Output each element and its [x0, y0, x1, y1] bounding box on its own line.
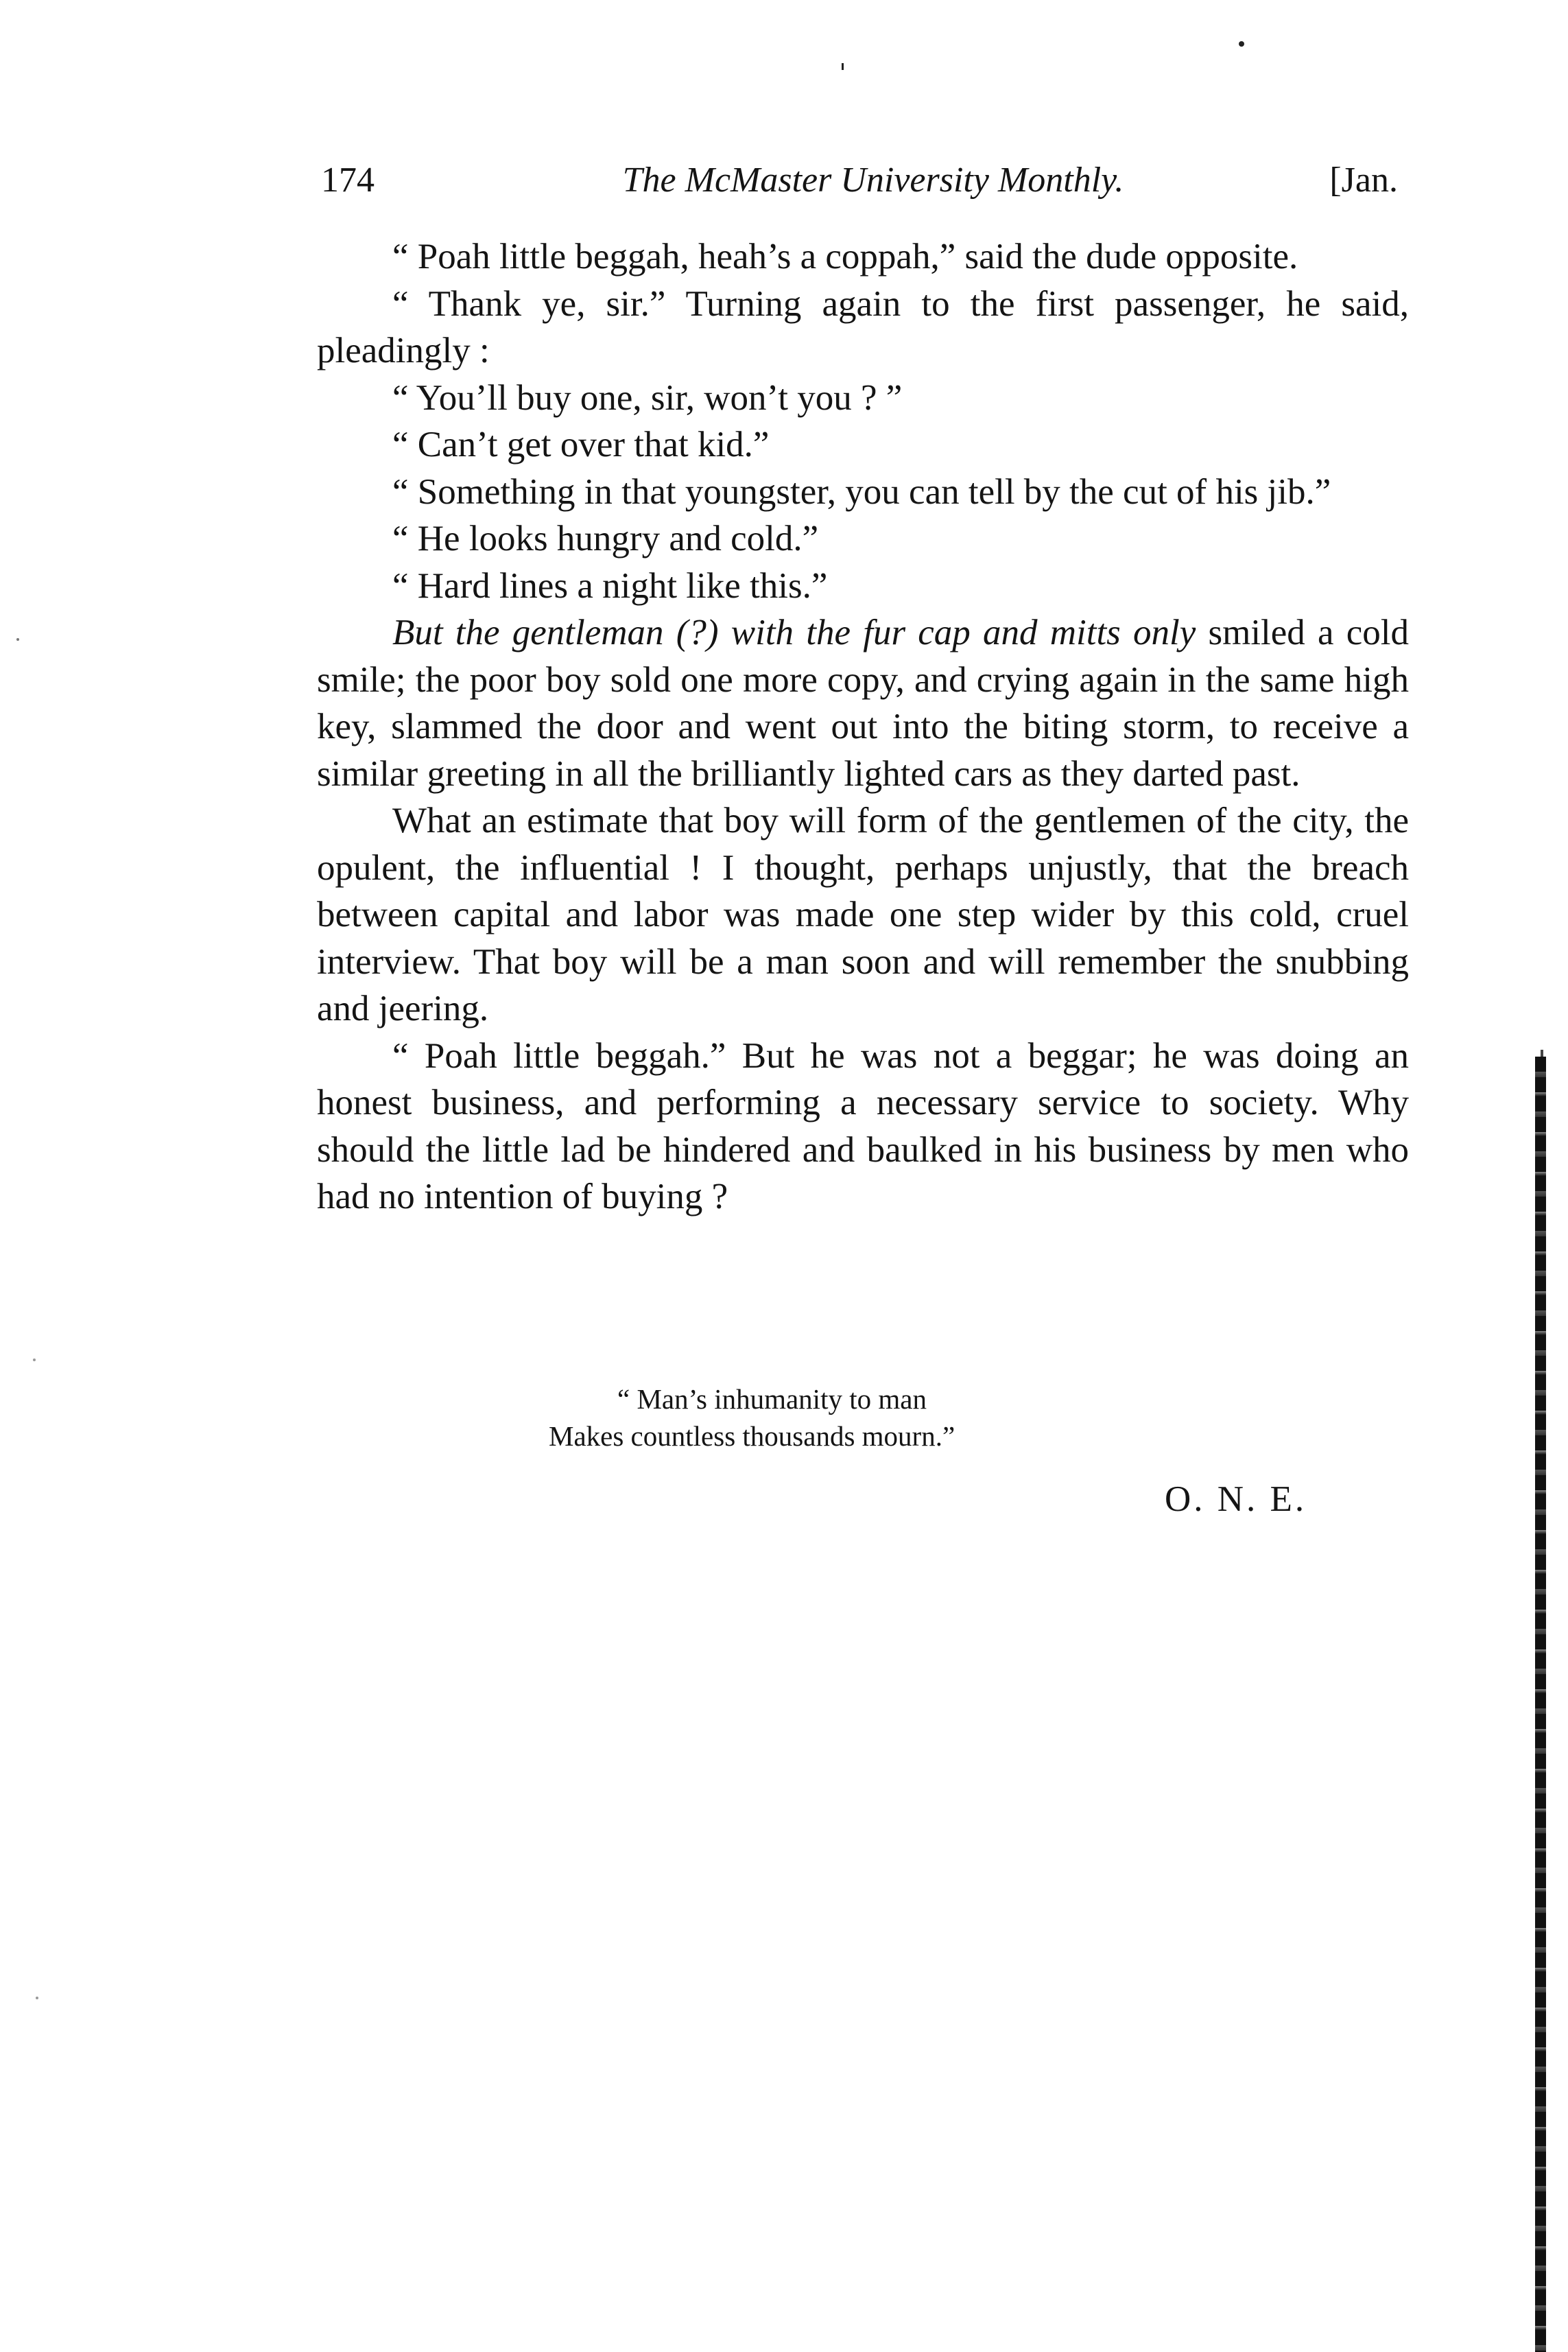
italic-lead-text: But the gentleman (?) with the fur cap and mitts only [392, 613, 1196, 652]
running-header [321, 156, 1398, 204]
binding-shadow [1535, 1057, 1546, 2352]
paragraph: “ Something in that youngster, you can tell by the cut of his jib.” [392, 471, 1331, 512]
article-body [317, 233, 1409, 1221]
verse-line: “ Man’s inhumanity to man [617, 1383, 927, 1415]
paragraph: What an estimate that boy will form of the gentlemen of the city, the opulent, the influential ! I thought, perhaps unjustly, that the breach between capital and labor was made one step wider by this cold, cruel interview. That boy will be a man soon and will remember the snubbing and jeering. [317, 801, 1409, 1028]
paragraph-continuation: smiled a cold smile; the poor boy sold one more copy, and crying again in the same high key, slammed the door and went out into the biting storm, to receive a similar greeting in all the brilliantly lighted cars as they darted past. [317, 613, 1409, 794]
author-signature: O. N. E. [1165, 1479, 1307, 1519]
print-speck [36, 1997, 38, 1999]
verse-quote [549, 1380, 1166, 1455]
running-title: The McMaster University Monthly. [622, 161, 1124, 200]
paragraph: “ Poah little beggah, heah’s a coppah,” said the dude opposite. [392, 237, 1298, 277]
paragraph: “ You’ll buy one, sir, won’t you ? ” [392, 377, 903, 418]
print-speck [1239, 41, 1244, 47]
issue-month: [Jan. [1329, 161, 1398, 200]
verse-line: Makes countless thousands mourn.” [549, 1420, 955, 1452]
paragraph: “ He looks hungry and cold.” [392, 519, 819, 558]
print-speck [33, 1359, 36, 1361]
paragraph: “ Hard lines a night like this.” [392, 565, 828, 606]
print-speck [16, 638, 19, 641]
page-number: 174 [321, 161, 375, 200]
paragraph: “ Can’t get over that kid.” [392, 425, 770, 464]
paragraph: “ Thank ye, sir.” Turning again to the first passenger, he said, pleadingly : [317, 283, 1409, 371]
print-speck [842, 63, 844, 70]
paragraph [317, 609, 1409, 797]
paragraph: “ Poah little beggah.” But he was not a beggar; he was doing an honest business, and performing a necessary service to society. Why should the little lad be hindered and baulked in his business by men who had no intention of buying ? [317, 1035, 1409, 1216]
